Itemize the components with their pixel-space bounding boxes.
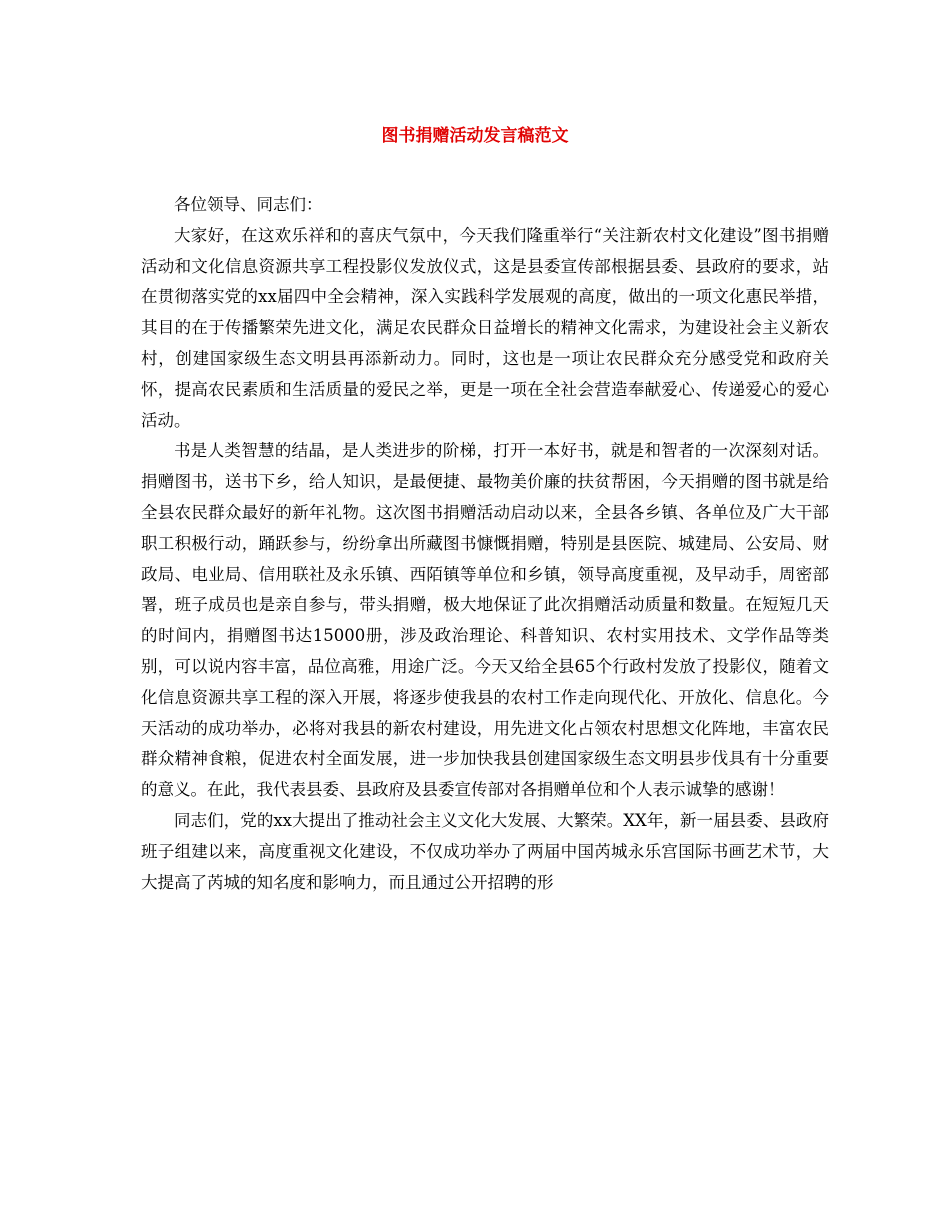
greeting-paragraph: 各位领导、同志们：	[174, 195, 323, 214]
body-paragraph-2: 书是人类智慧的结晶，是人类进步的阶梯，打开一本好书，就是和智者的一次深刻对话。捐赠图书，送书下乡，给人知识，是最便捷、最物美价廉的扶贫帮困，今天捐赠的图书就是给全县农民群众最好的新年礼物。这次图书捐赠活动启动以来，全县各乡镇、各单位及广大干部职工积极行动，踊跃参与，纷纷拿出所藏图书慷慨捐赠，特别是县医院、城建局、公安局、财政局、电业局、信用联社及永乐镇、西陌镇等单位和乡镇，领导高度重视，及早动手，周密部署，班子成员也是亲自参与，带头捐赠，极大地保证了此次捐赠活动质量和数量。在短短几天的时间内，捐赠图书达15000册，涉及政治理论、科普知识、农村实用技术、文学作品等类别，可以说内容丰富，品位高雅，用途广泛。今天又给全县65个行政村发放了投影仪，随着文化信息资源共享工程的深入开展，将逐步使我县的农村工作走向现代化、开放化、信息化。今天活动的成功举办，必将对我县的新农村建设，用先进文化占领农村思想文化阵地，丰富农民群众精神食粮，促进农村全面发展，进一步加快我县创建国家级生态文明县步伐具有十分重要的意义。在此，我代表县委、县政府及县委宣传部对各捐赠单位和个人表示诚挚的感谢！	[141, 441, 829, 800]
document-title: 图书捐赠活动发言稿范文	[381, 126, 569, 146]
body-paragraph-1: 大家好，在这欢乐祥和的喜庆气氛中，今天我们隆重举行“关注新农村文化建设”图书捐赠活动和文化信息资源共享工程投影仪发放仪式，这是县委宣传部根据县委、县政府的要求，站在贯彻落实党的xx届四中全会精神，深入实践科学发展观的高度，做出的一项文化惠民举措，其目的在于传播繁荣先进文化，满足农民群众日益增长的精神文化需求，为建设社会主义新农村，创建国家级生态文明县再添新动力。同时，这也是一项让农民群众充分感受党和政府关怀，提高农民素质和生活质量的爱民之举，更是一项在全社会营造奉献爱心、传递爱心的爱心活动。	[141, 225, 829, 430]
body-paragraph-3: 同志们，党的xx大提出了推动社会主义文化大发展、大繁荣。XX年，新一届县委、县政府班子组建以来，高度重视文化建设，不仅成功举办了两届中国芮城永乐宫国际书画艺术节，大大提高了芮城的知名度和影响力，而且通过公开招聘的形	[141, 810, 829, 892]
document-body	[141, 190, 829, 898]
